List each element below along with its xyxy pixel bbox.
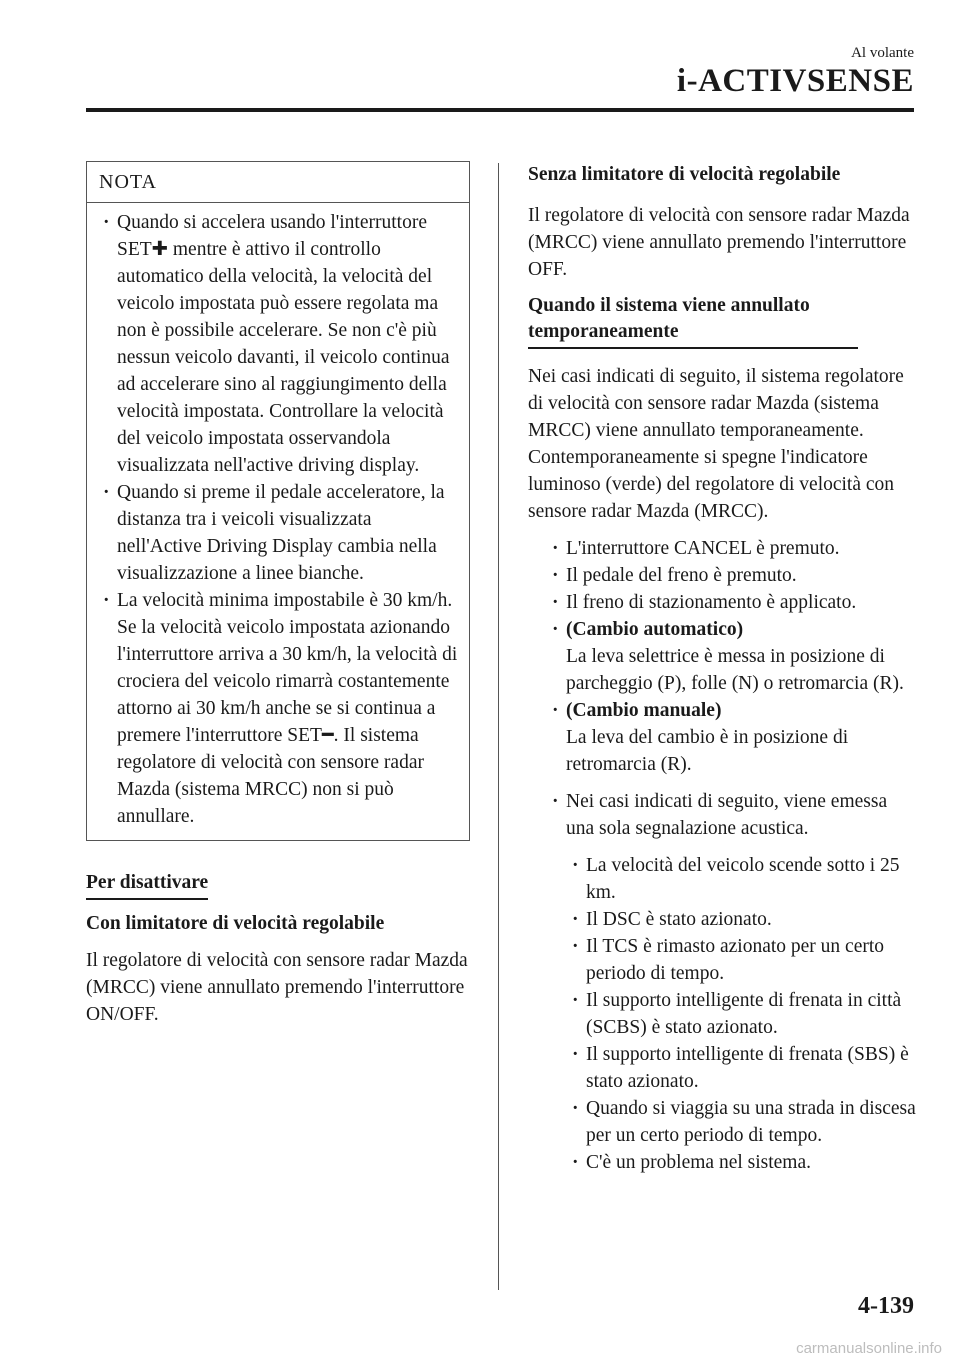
beep-item-3: · Il TCS è rimasto azionato per un certo periodo di tempo.: [568, 933, 916, 987]
note-item-3: · La velocità minima impostabile è 30 km/h. Se la velocità veicolo impostata azionando l'interruttore arriva a 30 km/h, la velocità di crociera del veicolo rimarrà costantemente attorno ai 30 km/h anche se si continua a premere l'interruttore SET━. Il sistema regolatore di velocità con sensore radar Mazda (sistema MRCC) non si può annullare.: [99, 587, 459, 830]
left-column: [86, 161, 470, 1028]
with-limiter-paragraph: Il regolatore di velocità con sensore radar Mazda (MRCC) viene annullato premendo l'interruttore ON/OFF.: [86, 950, 468, 1025]
manual-label: · (Cambio manuale): [566, 700, 722, 721]
right-column: [528, 161, 916, 1176]
note-item-2: · Quando si preme il pedale acceleratore, la distanza tra i veicoli visualizzata nell'Active Driving Display cambia nella visualizzazione a linee bianche.: [99, 479, 459, 587]
header-section: Al volante: [851, 45, 914, 61]
temporary-cancel-paragraph: Nei casi indicati di seguito, il sistema regolatore di velocità con sensore radar Mazda (sistema MRCC) viene annullato temporaneamente. Contemporaneamente si spegne l'indicatore luminoso (verde) del regolatore di velocità con sensore radar Mazda (MRCC).: [528, 366, 904, 522]
beep-item-6: · Quando si viaggia su una strada in discesa per un certo periodo di tempo.: [568, 1095, 916, 1149]
manual-text: La leva del cambio è in posizione di retromarcia (R).: [566, 727, 849, 775]
auto-text: La leva selettrice è messa in posizione di parcheggio (P), folle (N) o retromarcia (R).: [566, 646, 904, 694]
note-box: [86, 161, 470, 841]
note-heading: NOTA: [87, 162, 469, 203]
beep-item-1: · La velocità del veicolo scende sotto i 25 km.: [568, 852, 916, 906]
auto-label: · (Cambio automatico): [566, 619, 744, 640]
cancel-list-item-1: · L'interruttore CANCEL è premuto.: [548, 535, 916, 562]
header-rule: [86, 108, 914, 112]
cancel-list-item-3: · Il freno di stazionamento è applicato.: [548, 589, 916, 616]
without-limiter-paragraph: Il regolatore di velocità con sensore radar Mazda (MRCC) viene annullato premendo l'interruttore OFF.: [528, 205, 910, 280]
cancel-list-item-auto: [548, 616, 916, 697]
beep-item-5: · Il supporto intelligente di frenata (SBS) è stato azionato.: [568, 1041, 916, 1095]
deactivate-heading: Per disattivare: [86, 870, 208, 900]
temporary-cancel-heading: Quando il sistema viene annullato temporaneamente: [528, 293, 858, 349]
beep-item-2: · Il DSC è stato azionato.: [568, 906, 916, 933]
column-divider: [498, 163, 499, 1290]
watermark: carmanualsonline.info: [796, 1340, 942, 1357]
without-limiter-subheading: Senza limitatore di velocità regolabile: [528, 164, 841, 185]
page-number: 4-139: [858, 1293, 914, 1319]
beep-item-4: · Il supporto intelligente di frenata in città (SCBS) è stato azionato.: [568, 987, 916, 1041]
cancel-list-item-manual: [548, 697, 916, 778]
beep-intro: · Nei casi indicati di seguito, viene emessa una sola segnalazione acustica.: [548, 788, 916, 842]
cancel-list-item-2: · Il pedale del freno è premuto.: [548, 562, 916, 589]
with-limiter-subheading: Con limitatore di velocità regolabile: [86, 913, 385, 934]
note-body: [87, 203, 469, 840]
note-item-1: · Quando si accelera usando l'interruttore SET✚ mentre è attivo il controllo automatico della velocità, la velocità del veicolo impostata può essere regolata ma non è possibile accelerare. Se non c'è più nessun veicolo davanti, il veicolo continua ad accelerare sino al raggiungimento della velocità impostata. Controllare la velocità del veicolo impostata osservandola visualizzata nell'active driving display.: [99, 209, 459, 479]
header-title: i-ACTIVSENSE: [676, 63, 914, 99]
beep-item-7: · C'è un problema nel sistema.: [568, 1149, 916, 1176]
